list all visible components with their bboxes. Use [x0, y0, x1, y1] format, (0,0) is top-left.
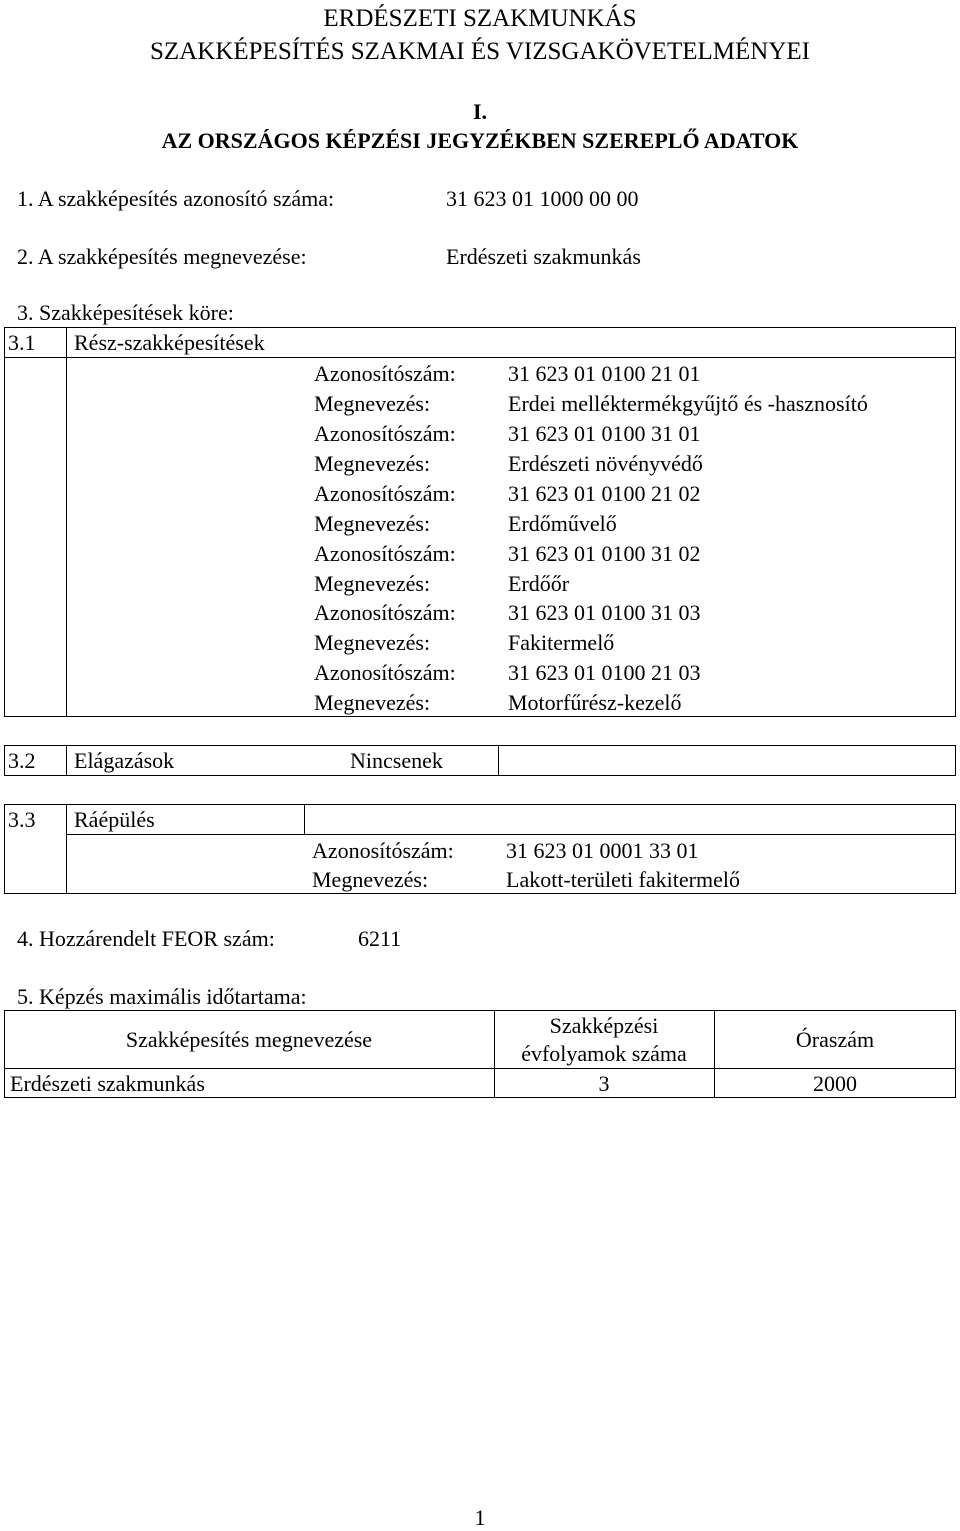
sub31-row4-name: Erdőőr: [508, 571, 570, 596]
sub31-name-label: Megnevezés:: [314, 391, 431, 416]
sub31-title: Rész-szakképesítések: [74, 330, 265, 355]
header-hours: Óraszám: [795, 1027, 875, 1052]
row-qualification-name: Erdészeti szakmunkás: [10, 1071, 205, 1096]
sub31-name-label: Megnevezés:: [314, 690, 431, 715]
sub33-name: Lakott-területi fakitermelő: [506, 867, 740, 892]
sub33-name-label: Megnevezés:: [312, 867, 429, 892]
sub31-name-label: Megnevezés:: [314, 511, 431, 536]
sub31-row5-name: Fakitermelő: [508, 630, 615, 655]
header-years-line2: évfolyamok száma: [521, 1041, 687, 1066]
sub31-row5-id: 31 623 01 0100 31 03: [508, 600, 701, 625]
sub31-id-label: Azonosítószám:: [314, 481, 456, 506]
sub33-id-label: Azonosítószám:: [312, 838, 454, 863]
sub31-id-label: Azonosítószám:: [314, 541, 456, 566]
sub31-row3-name: Erdőművelő: [508, 511, 617, 536]
sub31-id-label: Azonosítószám:: [314, 600, 456, 625]
sub31-name-label: Megnevezés:: [314, 571, 431, 596]
sub32-num: 3.2: [8, 748, 36, 773]
sub31-row2-id: 31 623 01 0100 31 01: [508, 421, 701, 446]
sub31-id-label: Azonosítószám:: [314, 361, 456, 386]
header-years-line1: Szakképzési: [549, 1013, 659, 1038]
doc-title-line1: ERDÉSZETI SZAKMUNKÁS: [323, 5, 637, 32]
item4-label: 4. Hozzárendelt FEOR szám:: [17, 926, 275, 951]
sub31-row2-name: Erdészeti növényvédő: [508, 451, 703, 476]
sub32-value: Nincsenek: [350, 748, 443, 773]
sub31-id-label: Azonosítószám:: [314, 660, 456, 685]
sub31-id-label: Azonosítószám:: [314, 421, 456, 446]
page-number: 1: [474, 1505, 486, 1530]
item3-label: 3. Szakképesítések köre:: [17, 300, 234, 325]
sub31-num: 3.1: [8, 330, 36, 355]
sub31-name-label: Megnevezés:: [314, 630, 431, 655]
header-qualification-name: Szakképesítés megnevezése: [125, 1027, 373, 1052]
sub33-title: Ráépülés: [74, 807, 155, 832]
sub31-row1-id: 31 623 01 0100 21 01: [508, 361, 701, 386]
sub33-id: 31 623 01 0001 33 01: [506, 838, 699, 863]
item5-label: 5. Képzés maximális időtartama:: [17, 984, 307, 1009]
sub31-name-label: Megnevezés:: [314, 451, 431, 476]
sub32-title: Elágazások: [74, 748, 175, 773]
sub31-row6-id: 31 623 01 0100 21 03: [508, 660, 701, 685]
sub31-row3-id: 31 623 01 0100 21 02: [508, 481, 701, 506]
item1-value: 31 623 01 1000 00 00: [446, 186, 639, 211]
doc-title-line2: SZAKKÉPESÍTÉS SZAKMAI ÉS VIZSGAKÖVETELMÉNYEI: [150, 38, 810, 65]
sub33-num: 3.3: [8, 807, 36, 832]
item4-value: 6211: [358, 926, 402, 951]
sub31-row6-name: Motorfűrész-kezelő: [508, 690, 682, 715]
item2-label: 2. A szakképesítés megnevezése:: [17, 244, 307, 269]
sub31-row1-name: Erdei melléktermékgyűjtő és -hasznosító: [508, 391, 868, 416]
row-hours: 2000: [813, 1071, 857, 1096]
section-heading: AZ ORSZÁGOS KÉPZÉSI JEGYZÉKBEN SZEREPLŐ ADATOK: [161, 128, 799, 153]
row-years: 3: [598, 1071, 610, 1096]
item1-label: 1. A szakképesítés azonosító száma:: [17, 186, 335, 211]
section-roman: I.: [472, 99, 488, 124]
item2-value: Erdészeti szakmunkás: [446, 244, 641, 269]
sub31-row4-id: 31 623 01 0100 31 02: [508, 541, 701, 566]
